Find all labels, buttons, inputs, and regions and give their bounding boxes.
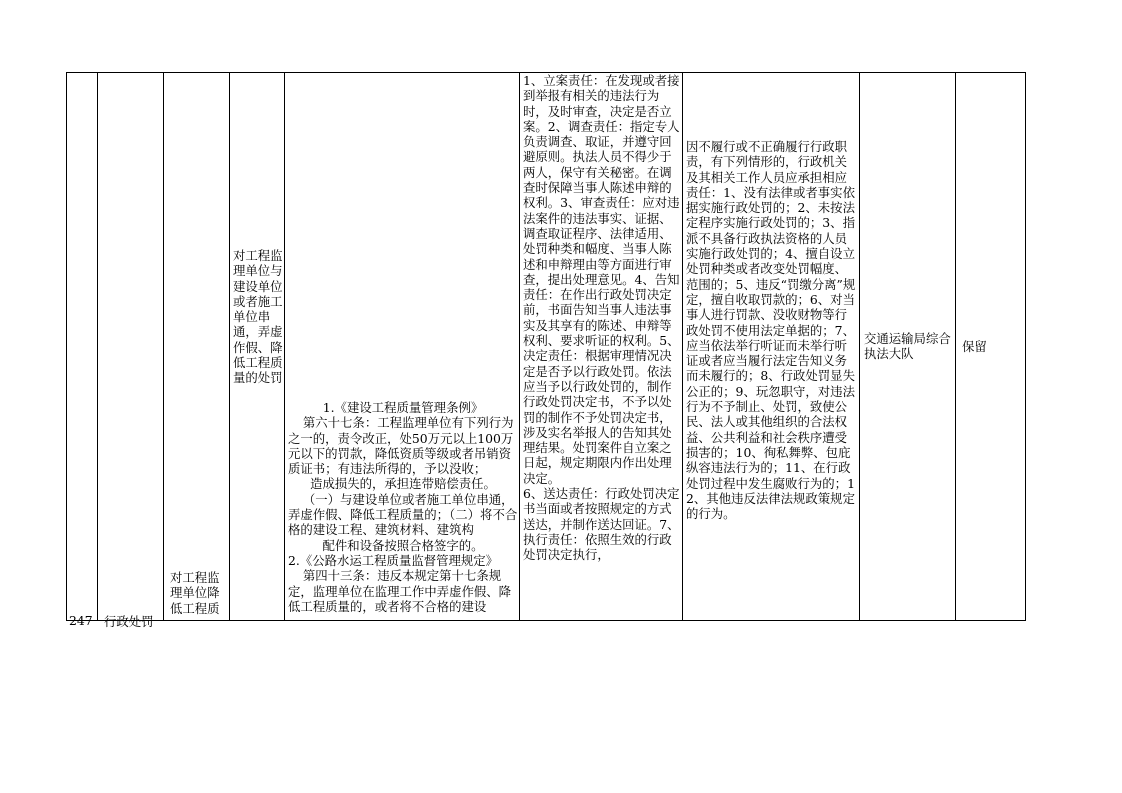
item-cell (230, 73, 285, 620)
duty-paragraph: 1、立案责任：在发现或者接到举报有相关的违法行为时，及时审查，决定是否立案。2、调查责任：指定专人负责调查、取证，并遵守回避原则。执法人员不得少于两人，保守有关秘密。在调查时保障当事人陈述申辩的权利。3、审查责任：应对违法案件的违法事实、证据、调查取证程序、法律适用、处罚种类和幅度、当事人陈述和申辩理由等方面进行审查，提出处理意见。4、告知责任：在作出行政处罚决定前，书面告知当事人违法事实及其享有的陈述、申辩等权利、要求听证的权利。5、决定责任：根据审理情况决定是否予以行政处罚。依法应当予以行政处罚的，制作行政处罚决定书，不予以处罚的制作不予处罚决定书，涉及实名举报人的告知其处理结果。处罚案件自立案之日起，规定期限内作出处理决定。 (523, 73, 680, 486)
status-text: 保留 (962, 339, 987, 354)
status-cell (956, 73, 1027, 620)
item-name: 对工程监理单位与建设单位或者施工单位串通，弄虚作假、降低工程质量的处罚 (233, 248, 283, 386)
basis-line: （一）与建设单位或者施工单位串通，弄虚作假、降低工程质量的；（二）将不合格的建设工程、建筑材料、建筑构 (288, 491, 518, 538)
duty-cell (520, 73, 683, 620)
basis-cell (285, 73, 520, 620)
legal-basis (288, 400, 518, 614)
basis-line: 第六十七条：工程监理单位有下列行为之一的，责令改正，处50万元以上100万元以下的罚款，降低资质等级或者吊销资质证书；有违法所得的，予以没收； (288, 415, 514, 477)
duty-paragraph: 6、送达责任：行政处罚决定书当面或者按照规定的方式送达，并制作送达回证。7、执行责任：依照生效的行政处罚决定执行， (523, 486, 680, 563)
serial-number: 247 (69, 613, 93, 628)
accountability-text: 因不履行或不正确履行行政职责，有下列情形的，行政机关及其相关工作人员应承担相应责任：1、没有法律或者事实依据实施行政处罚的；2、未按法定程序实施行政处罚的；3、指派不具备行政执法资格的人员实施行政处罚的；4、擅自设立处罚种类或者改变处罚幅度、范围的；5、违反“罚缴分离”规定，擅自收取罚款的；6、对当事人进行罚款、没收财物等行政处罚不使用法定单据的；7、应当依法举行听证而未举行听证或者应当履行法定告知义务而未履行的；8、行政处罚显失公正的；9、玩忽职守，对违法行为不予制止、处罚，致使公民、法人或其他组织的合法权益、公共利益和社会秩序遭受损害的；10、徇私舞弊、包庇纵容违法行为的；11、在行政处罚过程中发生腐败行为的；12、其他违反法律法规政策规定的行为。 (686, 139, 856, 522)
basis-line: 第四十三条：违反本规定第十七条规定，监理单位在监理工作中弄虚作假、降低工程质量的，或者将不合格的建设 (288, 568, 512, 614)
serial-cell (67, 73, 98, 628)
basis-line: 1.《建设工程质量管理条例》 (322, 400, 484, 415)
sub-item-cell (164, 73, 230, 620)
category-cell (98, 73, 164, 629)
basis-line: 造成损失的，承担连带赔偿责任。 (310, 476, 496, 492)
basis-line: 2.《公路水运工程质量监督管理规定》 (288, 552, 499, 568)
implementing-unit: 交通运输局综合执法大队 (864, 331, 951, 362)
unit-cell (860, 73, 956, 620)
sub-item-name: 对工程监理单位降低工程质 (170, 570, 220, 616)
power-list-table (66, 72, 1026, 629)
power-category: 行政处罚 (104, 614, 154, 629)
liability-cell (683, 73, 860, 620)
basis-line: 配件和设备按照合格签字的。 (322, 537, 484, 553)
responsibility-duties (523, 73, 681, 563)
